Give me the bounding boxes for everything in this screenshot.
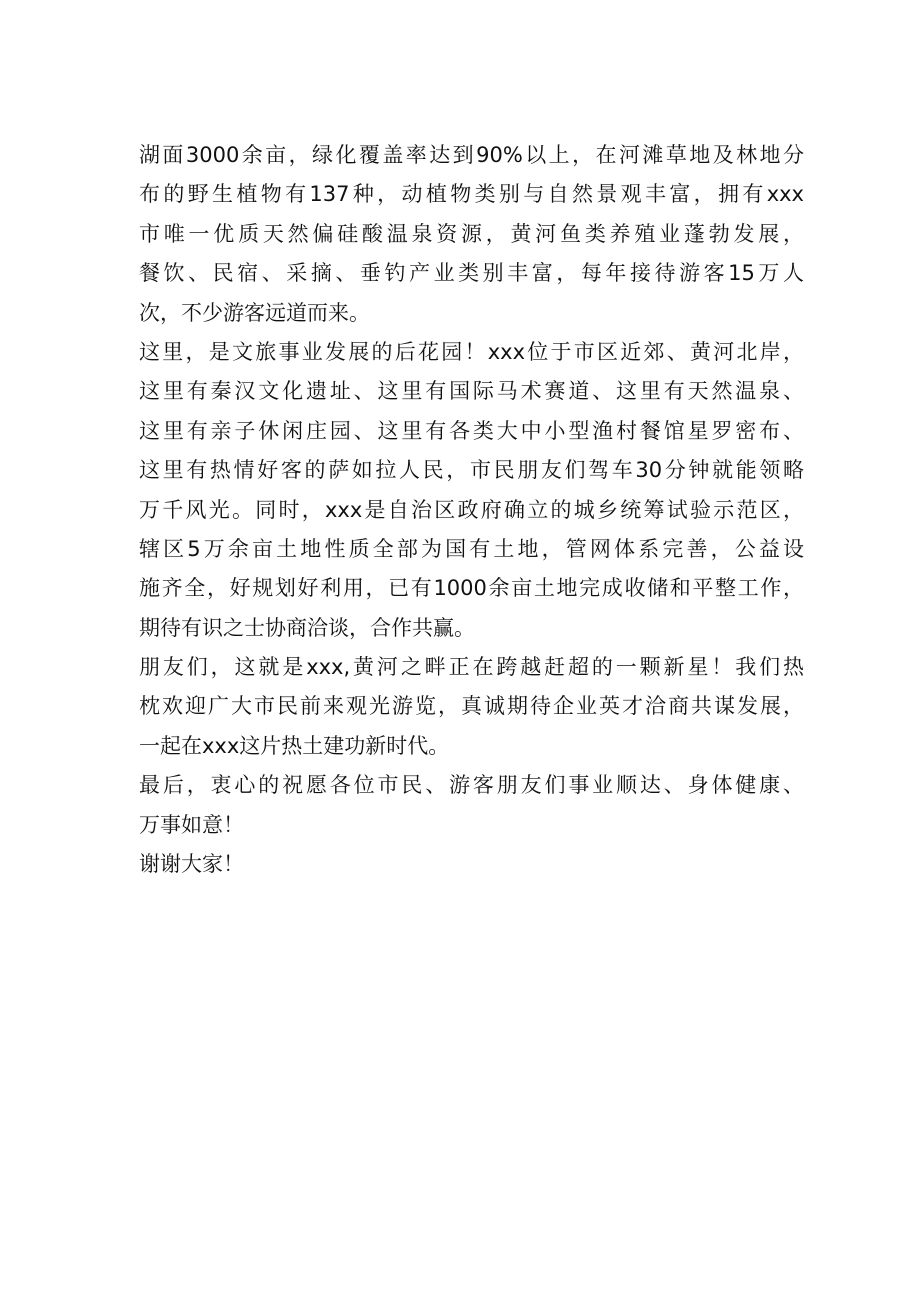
text-line: 朋友们，这就是xxx,黄河之畔正在跨越赶超的一颗新星！我们热 [139,655,804,680]
document-body [139,136,804,884]
text-line: 这里有亲子休闲庄园、这里有各类大中小型渔村餐馆星罗密布、 [139,418,804,443]
text-line: 期待有识之士协商洽谈，合作共赢。 [139,615,475,640]
text-line: 枕欢迎广大市民前来观光游览，真诚期待企业英才洽商共谋发展， [139,694,804,719]
text-line: 谢谢大家！ [139,852,244,877]
text-line: 这里有秦汉文化遗址、这里有国际马术赛道、这里有天然温泉、 [139,379,804,404]
text-line: 最后，衷心的祝愿各位市民、游客朋友们事业顺达、身体健康、 [139,773,804,798]
text-line: 餐饮、民宿、采摘、垂钓产业类别丰富，每年接待游客15万人 [139,261,804,286]
text-line: 市唯一优质天然偏硅酸温泉资源，黄河鱼类养殖业蓬勃发展， [139,221,804,246]
paragraph-tourism-resources [139,136,804,333]
text-line: 这里有热情好客的萨如拉人民，市民朋友们驾车30分钟就能领略 [139,458,804,483]
text-line: 湖面3000余亩，绿化覆盖率达到90%以上，在河滩草地及林地分 [139,143,804,167]
paragraph-wishes [139,766,804,845]
paragraph-invitation [139,648,804,766]
text-line: 辖区5万余亩土地性质全部为国有土地，管网体系完善，公益设 [139,536,804,561]
text-line: 次，不少游客远道而来。 [139,300,370,325]
paragraph-cultural-tourism [139,333,804,648]
text-line: 施齐全，好规划好利用，已有1000余亩土地完成收储和平整工作， [139,576,804,601]
text-line: 万事如意！ [139,812,244,837]
paragraph-thanks [139,845,804,884]
text-line: 这里，是文旅事业发展的后花园！xxx位于市区近郊、黄河北岸， [139,339,804,364]
text-line: 一起在xxx这片热土建功新时代。 [139,733,450,758]
text-line: 万千风光。同时，xxx是自治区政府确立的城乡统筹试验示范区， [139,497,804,522]
text-line: 布的野生植物有137种，动植物类别与自然景观丰富，拥有xxx [139,182,804,207]
